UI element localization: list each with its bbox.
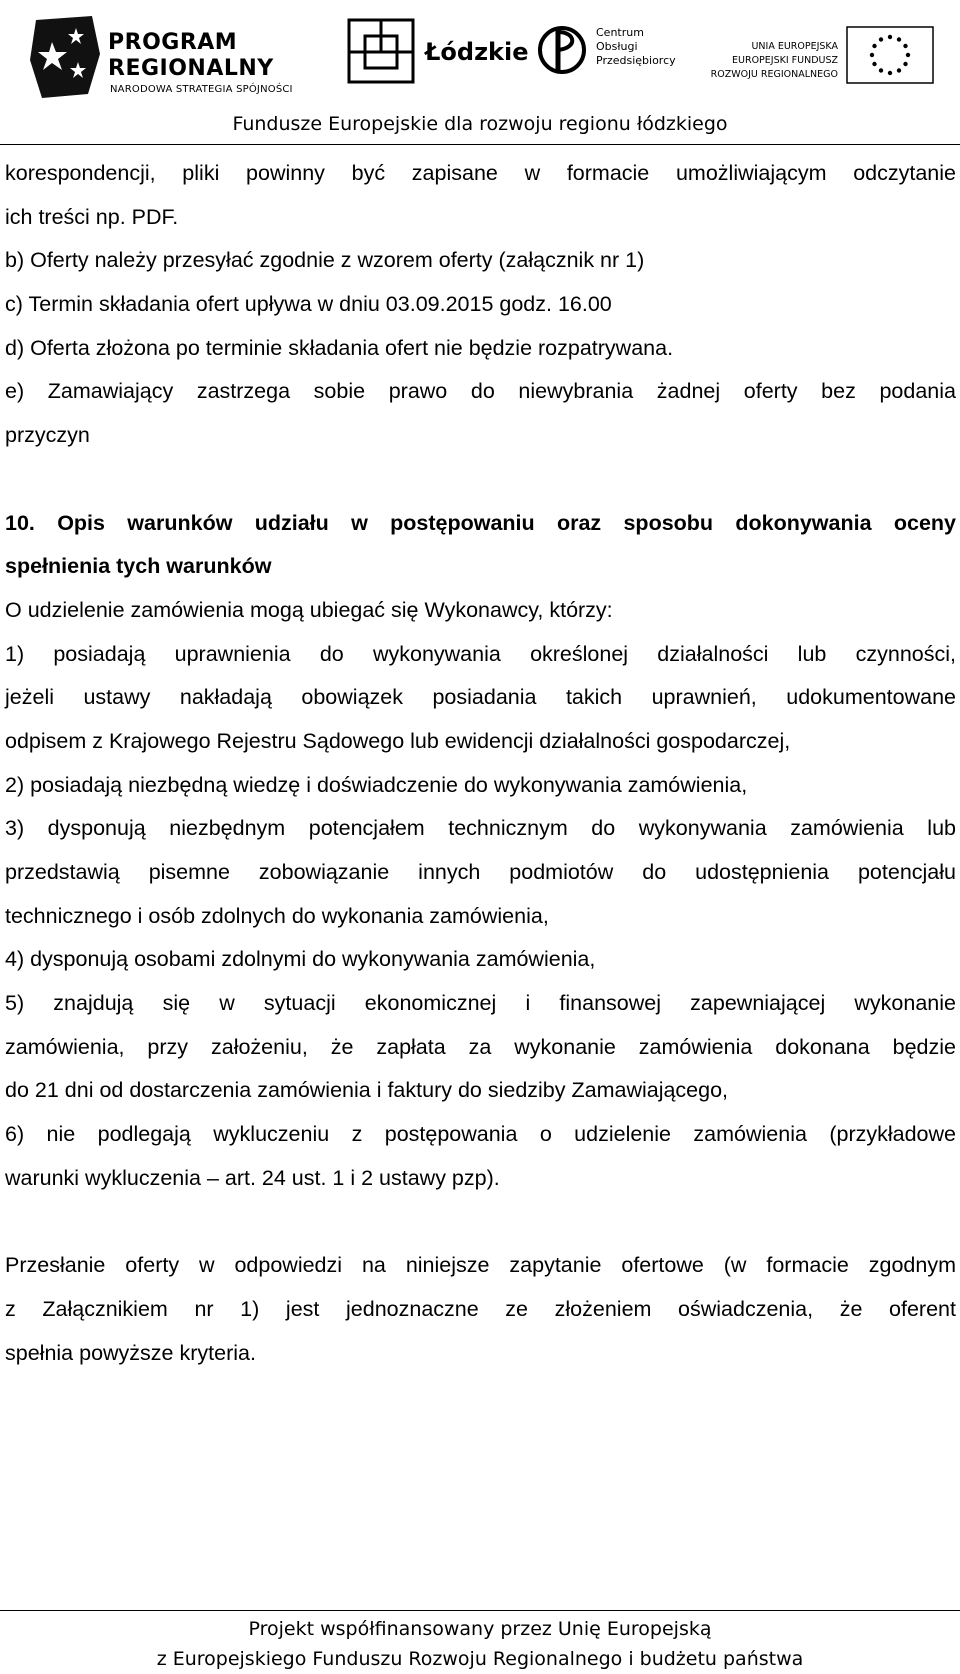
cop-logo	[536, 22, 676, 82]
logo-bar	[0, 10, 960, 100]
text-line: 2) posiadają niezbędną wiedzę i doświadczenie do wykonywania zamówienia,	[5, 772, 748, 797]
ue-logo-line1: UNIA EUROPEJSKA	[751, 41, 838, 52]
paragraph-gap	[5, 458, 956, 502]
cop-logo-line3: Przedsiębiorcy	[596, 54, 676, 67]
cop-logo-line2: Obsługi	[596, 40, 638, 53]
lodzkie-mark-icon	[345, 16, 417, 86]
text-line: ich treści np. PDF.	[5, 204, 179, 229]
lodzkie-logo	[345, 16, 529, 86]
text-line: Przesłanie oferty w odpowiedzi na niniejsze zapytanie ofertowe (w formacie zgodnym	[5, 1253, 956, 1278]
section-heading-line1: 10. Opis warunków udziału w postępowaniu oraz sposobu dokonywania oceny	[5, 510, 956, 535]
lodzkie-logo-label: Łódzkie	[425, 38, 529, 66]
ue-logo-line3: ROZWOJU REGIONALNEGO	[710, 69, 838, 80]
ue-logo	[712, 26, 934, 86]
text-line: zamówienia, przy założeniu, że zapłata za wykonanie zamówienia dokonana będzie	[5, 1034, 956, 1059]
eu-flag-icon	[846, 26, 934, 84]
text-line: korespondencji, pliki powinny być zapisane w formacie umożliwiającym odczytanie	[5, 161, 956, 185]
program-logo-line1: PROGRAM	[108, 30, 238, 55]
header-divider	[0, 144, 960, 145]
funds-tagline: Fundusze Europejskie dla rozwoju regionu łódzkiego	[232, 113, 728, 135]
footer-divider	[0, 1610, 960, 1611]
text-line: odpisem z Krajowego Rejestru Sądowego lub ewidencji działalności gospodarczej,	[5, 728, 791, 753]
program-regionalny-mark-icon	[22, 14, 108, 100]
document-body	[5, 152, 956, 1375]
text-line: 6) nie podlegają wykluczeniu z postępowania o udzielenie zamówienia (przykładowe	[5, 1122, 956, 1147]
text-line: d) Oferta złożona po terminie składania ofert nie będzie rozpatrywana.	[5, 335, 674, 360]
section-heading-line2: spełnienia tych warunków	[5, 554, 272, 579]
program-logo-line3: NARODOWA STRATEGIA SPÓJNOŚCI	[110, 84, 293, 95]
paragraph-gap	[5, 1201, 956, 1245]
text-line: jeżeli ustawy nakładają obowiązek posiadania takich uprawnień, udokumentowane	[5, 685, 956, 710]
text-line: 1) posiadają uprawnienia do wykonywania określonej działalności lub czynności,	[5, 641, 956, 666]
cop-mark-icon	[536, 22, 590, 78]
text-line: 5) znajdują się w sytuacji ekonomicznej i finansowej zapewniającej wykonanie	[5, 991, 956, 1016]
text-line: c) Termin składania ofert upływa w dniu 03.09.2015 godz. 16.00	[5, 292, 612, 317]
text-line: O udzielenie zamówienia mogą ubiegać się Wykonawcy, którzy:	[5, 597, 613, 622]
cop-logo-line1: Centrum	[596, 26, 644, 39]
page-header	[0, 0, 960, 160]
text-line: b) Oferty należy przesyłać zgodnie z wzorem oferty (załącznik nr 1)	[5, 248, 645, 273]
footer-line1: Projekt współfinansowany przez Unię Europejską	[248, 1618, 712, 1640]
text-line: przedstawią pisemne zobowiązanie innych podmiotów do udostępnienia potencjału	[5, 860, 956, 884]
text-line: do 21 dni od dostarczenia zamówienia i faktury do siedziby Zamawiającego,	[5, 1078, 729, 1103]
text-line: 3) dysponują niezbędnym potencjałem technicznym do wykonywania zamówienia lub	[5, 816, 956, 841]
text-line: przyczyn	[5, 423, 90, 448]
text-line: z Załącznikiem nr 1) jest jednoznaczne ze złożeniem oświadczenia, że oferent	[5, 1296, 956, 1321]
ue-logo-line2: EUROPEJSKI FUNDUSZ	[732, 55, 838, 66]
footer-line2: z Europejskiego Funduszu Rozwoju Regionalnego i budżetu państwa	[156, 1648, 804, 1670]
program-logo-line2: REGIONALNY	[108, 56, 274, 81]
text-line: warunki wykluczenia – art. 24 ust. 1 i 2 ustawy pzp).	[5, 1165, 500, 1190]
text-line: 4) dysponują osobami zdolnymi do wykonywania zamówienia,	[5, 947, 596, 972]
text-line: technicznego i osób zdolnych do wykonania zamówienia,	[5, 903, 549, 928]
program-regionalny-logo	[22, 14, 322, 100]
text-line: e) Zamawiający zastrzega sobie prawo do niewybrania żadnej oferty bez podania	[5, 379, 956, 404]
text-line: spełnia powyższe kryteria.	[5, 1340, 256, 1365]
